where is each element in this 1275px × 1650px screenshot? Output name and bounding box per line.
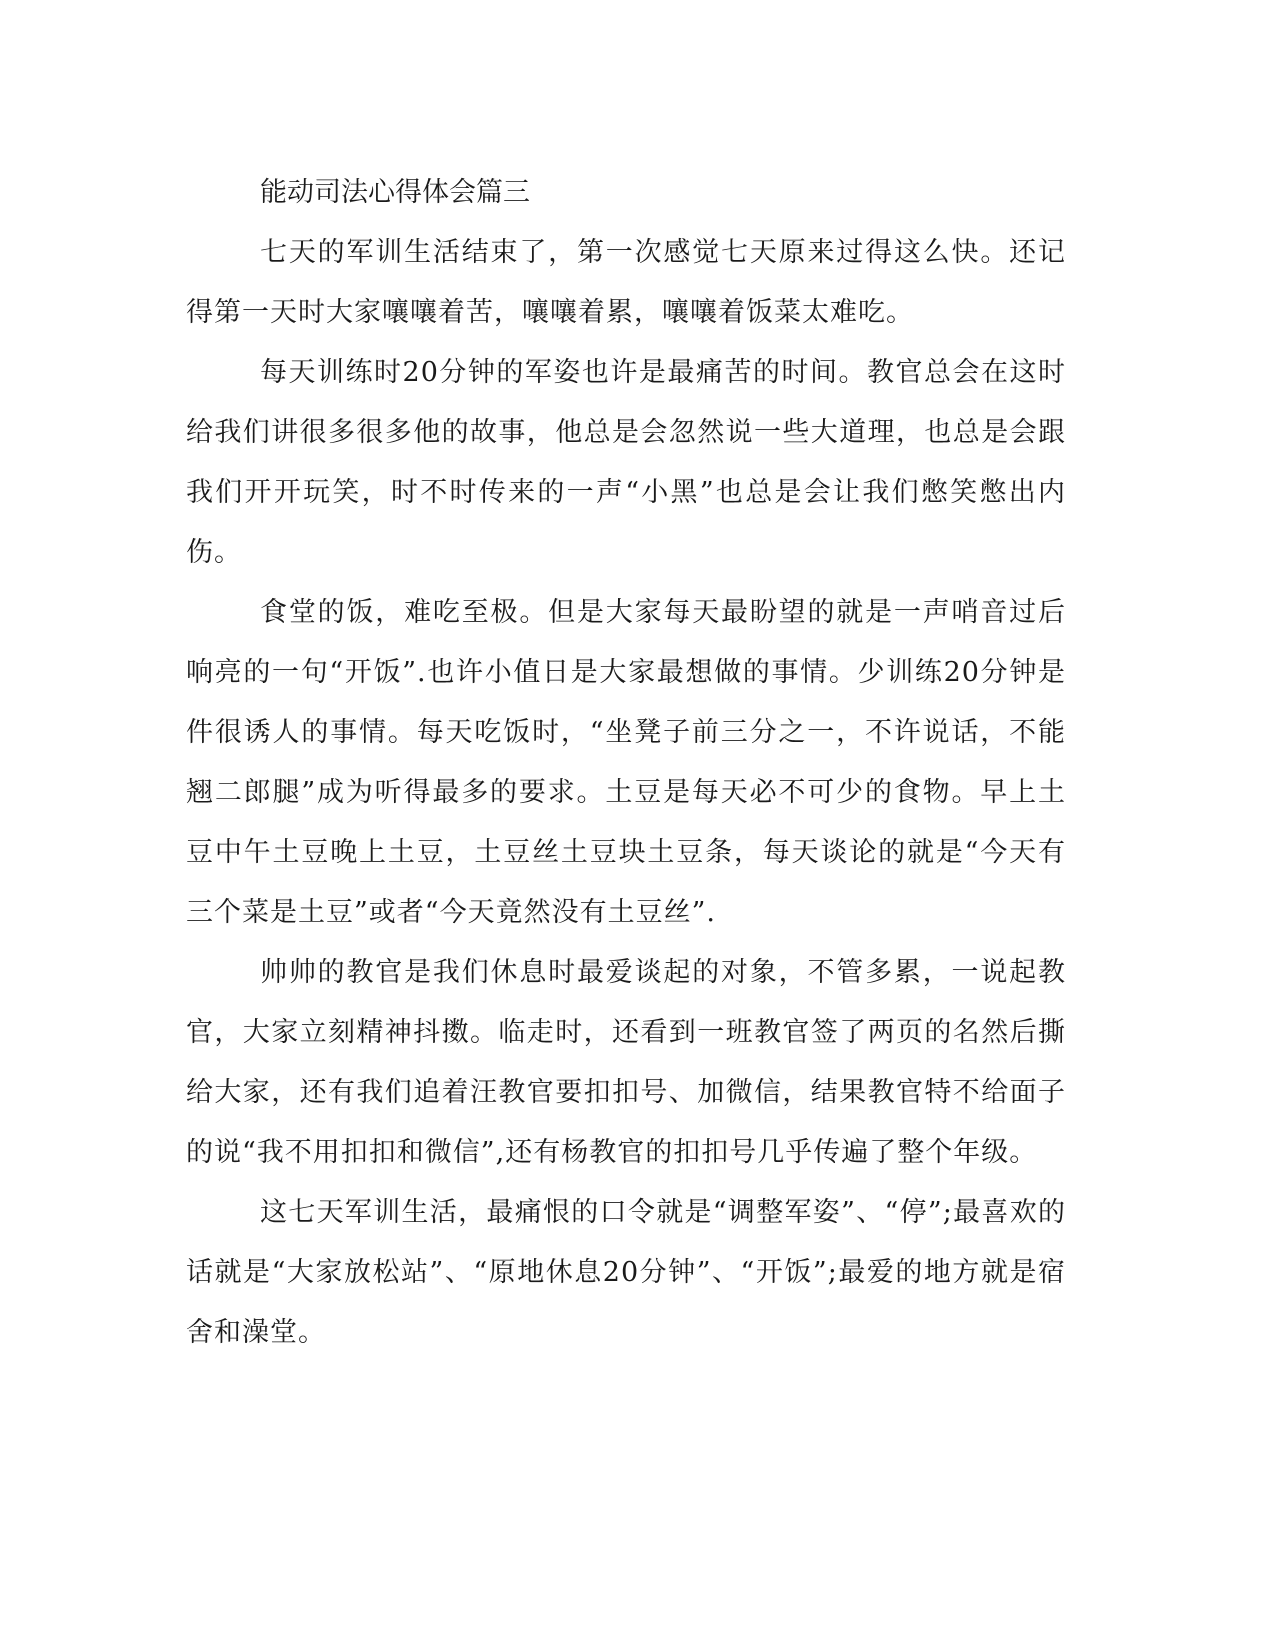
document-heading: 能动司法心得体会篇三 [260, 177, 530, 208]
paragraph-1: 七天的军训生活结束了，第一次感觉七天原来过得这么快。还记得第一天时大家嚷嚷着苦，嚷嚷着累，嚷嚷着饭菜太难吃。 [186, 237, 1066, 328]
paragraph-3: 食堂的饭，难吃至极。但是大家每天最盼望的就是一声哨音过后响亮的一句“开饭”.也许小值日是大家最想做的事情。少训练20分钟是件很诱人的事情。每天吃饭时，“坐凳子前三分之一，不许说话，不能翘二郎腿”成为听得最多的要求。土豆是每天必不可少的食物。早上土豆中午土豆晚上土豆，土豆丝土豆块土豆条，每天谈论的就是“今天有三个菜是土豆”或者“今天竟然没有土豆丝”. [186, 597, 1066, 928]
document-body [186, 163, 1066, 1363]
paragraph-4: 帅帅的教官是我们休息时最爱谈起的对象，不管多累，一说起教官，大家立刻精神抖擞。临走时，还看到一班教官签了两页的名然后撕给大家，还有我们追着汪教官要扣扣号、加微信，结果教官特不给面子的说“我不用扣扣和微信”,还有杨教官的扣扣号几乎传遍了整个年级。 [186, 957, 1066, 1168]
paragraph-5: 这七天军训生活，最痛恨的口令就是“调整军姿”、“停”;最喜欢的话就是“大家放松站”、“原地休息20分钟”、“开饭”;最爱的地方就是宿舍和澡堂。 [186, 1197, 1066, 1348]
paragraph-2: 每天训练时20分钟的军姿也许是最痛苦的时间。教官总会在这时给我们讲很多很多他的故事，他总是会忽然说一些大道理，也总是会跟我们开开玩笑，时不时传来的一声“小黑”也总是会让我们憋笑憋出内伤。 [186, 357, 1066, 568]
